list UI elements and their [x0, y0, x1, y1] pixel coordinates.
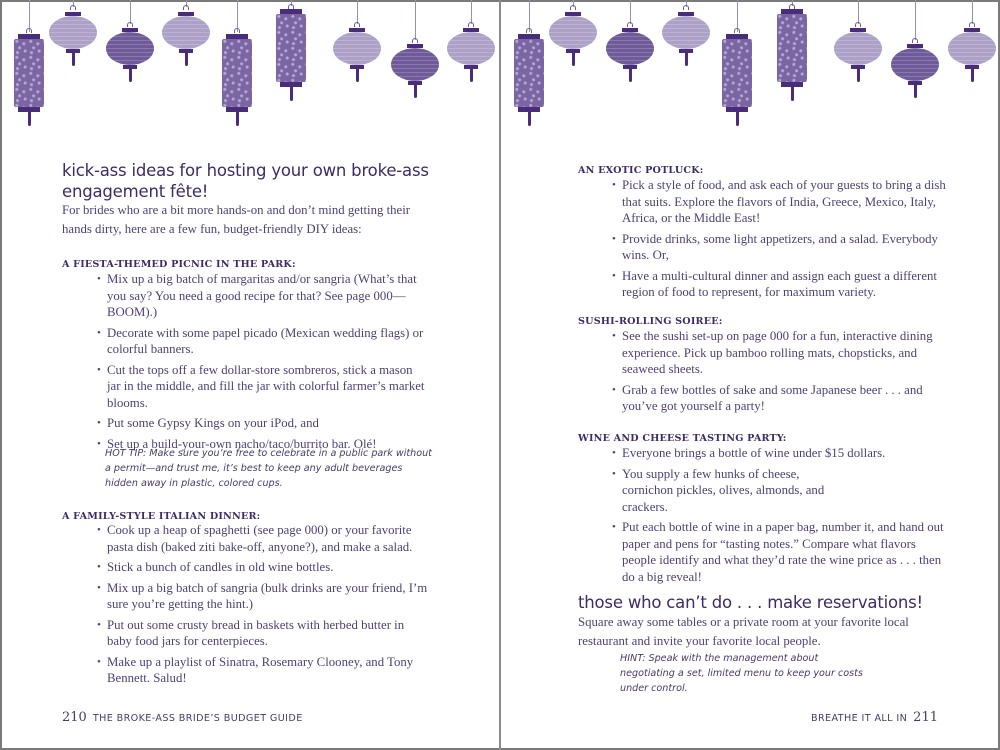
sushi-list	[612, 328, 947, 419]
lantern-garland	[500, 0, 1000, 135]
hint-tip: HINT: Speak with the management about negotiating a set, limited menu to keep your costs under control.	[620, 653, 863, 694]
list-item: • Stick a bunch of candles in old wine bottles.	[97, 559, 429, 576]
list-item: • Provide drinks, some light appetizers, and a salad. Everybody wins. Or,	[612, 231, 947, 264]
list-item: • Have a multi-cultural dinner and assign each guest a different region of food to represent, for maximum variety.	[612, 268, 947, 301]
page-footer	[62, 710, 303, 725]
lantern-icon	[891, 0, 939, 98]
list-item: • Pick a style of food, and ask each of your guests to bring a dish that suits. Explore the flavors of India, Greece, Mexico, Italy, Africa, or the Middle East!	[612, 177, 947, 227]
lantern-icon	[162, 0, 210, 68]
list-item: • Decorate with some papel picado (Mexican wedding flags) or colorful banners.	[97, 325, 429, 358]
italian-list	[97, 522, 429, 691]
fiesta-list	[97, 271, 429, 456]
list-item: • You supply a few hunks of cheese, cornichon pickles, olives, almonds, and crackers.	[612, 466, 847, 516]
lantern-icon	[391, 0, 439, 98]
lantern-icon	[106, 0, 154, 82]
lantern-icon	[549, 0, 597, 68]
list-item: • Everyone brings a bottle of wine under $15 dollars.	[612, 445, 947, 462]
list-item: • Mix up a big batch of sangria (bulk drinks are your friend, I’m sure you’re getting the hint.)	[97, 580, 429, 613]
subheading-wine-cheese: WINE AND CHEESE TASTING PARTY:	[578, 433, 787, 444]
subheading-potluck: AN EXOTIC POTLUCK:	[578, 165, 704, 176]
lantern-icon	[834, 0, 882, 84]
list-item: • Cut the tops off a few dollar-store sombreros, stick a mason jar in the middle, and fill the jar with colorful farmer’s market blooms.	[97, 362, 429, 412]
list-item: • Mix up a big batch of margaritas and/or sangria (What’s that you say? You need a good recipe for that? See page 000—BOOM).)	[97, 271, 429, 321]
title-line: engagement fête!	[62, 182, 209, 201]
running-head: BREATHE IT ALL IN	[811, 713, 908, 724]
lantern-garland	[0, 0, 500, 135]
list-item: • Make up a playlist of Sinatra, Rosemary Clooney, and Tony Bennett. Salud!	[97, 654, 429, 687]
section-title	[62, 160, 462, 202]
intro-paragraph: For brides who are a bit more hands-on and don’t mind getting their hands dirty, here are a few fun, budget-friendly DIY ideas:	[62, 203, 411, 236]
list-item: • Grab a few bottles of sake and some Japanese beer . . . and you’ve got yourself a party!	[612, 382, 947, 415]
lantern-icon	[447, 0, 495, 84]
lantern-icon	[14, 0, 44, 128]
right-page	[500, 0, 1000, 750]
list-item: • Put out some crusty bread in baskets with herbed butter in baby food jars for centerpieces.	[97, 617, 429, 650]
reservations-paragraph: Square away some tables or a private room at your favorite local restaurant and invite your favorite local people.	[578, 615, 909, 648]
section-title-reservations: those who can’t do . . . make reservations!	[578, 593, 923, 612]
subheading-fiesta: A FIESTA-THEMED PICNIC IN THE PARK:	[62, 259, 296, 270]
wine-cheese-list	[612, 445, 947, 589]
lantern-icon	[662, 0, 710, 68]
lantern-icon	[276, 0, 306, 102]
subheading-sushi: SUSHI-ROLLING SOIREE:	[578, 316, 723, 327]
list-item: • Cook up a heap of spaghetti (see page 000) or your favorite pasta dish (baked ziti bake-off, anyone?), and make a salad.	[97, 522, 429, 555]
lantern-icon	[948, 0, 996, 84]
hot-tip: HOT TIP: Make sure you’re free to celebrate in a public park without a permit—and trust me, it’s best to keep any adult beverages hidden away in plastic, colored cups.	[105, 448, 432, 489]
running-head: THE BROKE-ASS BRIDE’S BUDGET GUIDE	[92, 713, 303, 724]
page-number: 210	[62, 710, 87, 725]
list-item: • Put each bottle of wine in a paper bag, number it, and hand out paper and pens for “tasting notes.” Compare what flavors people identify and what they’d rate the wine price as . . . then do a big reveal!	[612, 519, 947, 585]
list-item: • See the sushi set-up on page 000 for a fun, interactive dining experience. Pick up bamboo rolling mats, chopsticks, and seaweed sheets.	[612, 328, 947, 378]
lantern-icon	[222, 0, 252, 128]
page-footer	[811, 710, 938, 725]
potluck-list	[612, 177, 947, 305]
lantern-icon	[49, 0, 97, 68]
lantern-icon	[606, 0, 654, 82]
page-number: 211	[913, 710, 938, 725]
title-line: kick-ass ideas for hosting your own broke-ass	[62, 161, 429, 180]
lantern-icon	[333, 0, 381, 84]
subheading-italian: A FAMILY-STYLE ITALIAN DINNER:	[62, 511, 261, 522]
list-item: • Set up a build-your-own nacho/taco/burrito bar. Olé!	[97, 436, 429, 453]
lantern-icon	[722, 0, 752, 128]
list-item: • Put some Gypsy Kings on your iPod, and	[97, 415, 429, 432]
lantern-icon	[777, 0, 807, 102]
lantern-icon	[514, 0, 544, 128]
